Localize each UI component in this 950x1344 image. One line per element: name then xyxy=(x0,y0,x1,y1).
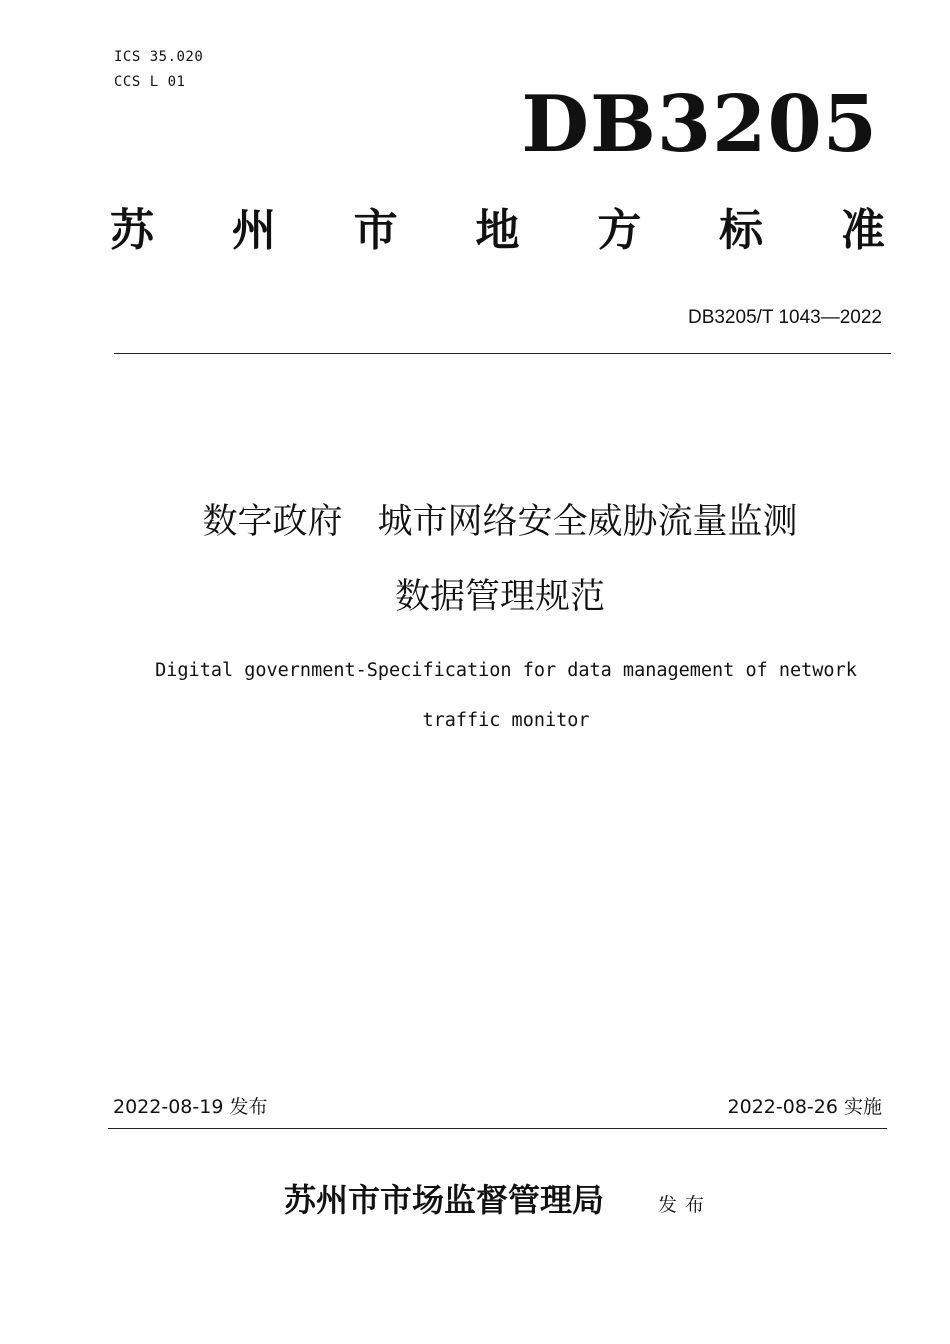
standard-type-heading xyxy=(110,203,885,259)
standard-type-char: 苏 xyxy=(110,205,154,256)
chinese-title-line-2: 数据管理规范 xyxy=(394,577,605,617)
standard-number: DB3205/T 1043—2022 xyxy=(687,307,882,328)
footer-divider xyxy=(108,1128,887,1129)
standard-type-char: 标 xyxy=(719,205,764,256)
header-divider xyxy=(114,353,891,354)
english-title-line-2: traffic monitor xyxy=(422,710,590,731)
standard-type-char: 准 xyxy=(840,205,885,256)
issuing-authority: 苏州市市场监督管理局 xyxy=(284,1181,605,1219)
standard-type-char: 地 xyxy=(475,205,520,256)
chinese-title-line-1: 数字政府 城市网络安全威胁流量监测 xyxy=(202,502,798,542)
issuing-label: 发布 xyxy=(658,1194,713,1216)
english-title-line-1: Digital government-Specification for data management of network xyxy=(155,660,857,681)
issue-date: 2022-08-19 发布 xyxy=(113,1096,268,1118)
implementation-date: 2022-08-26 实施 xyxy=(727,1096,882,1118)
standard-type-char: 州 xyxy=(231,205,276,256)
standard-logo: DB3205 xyxy=(521,79,878,170)
ccs-code: CCS L 01 xyxy=(114,74,186,90)
ics-code: ICS 35.020 xyxy=(114,49,204,65)
standard-type-char: 市 xyxy=(353,205,398,256)
standard-type-char: 方 xyxy=(597,205,642,256)
